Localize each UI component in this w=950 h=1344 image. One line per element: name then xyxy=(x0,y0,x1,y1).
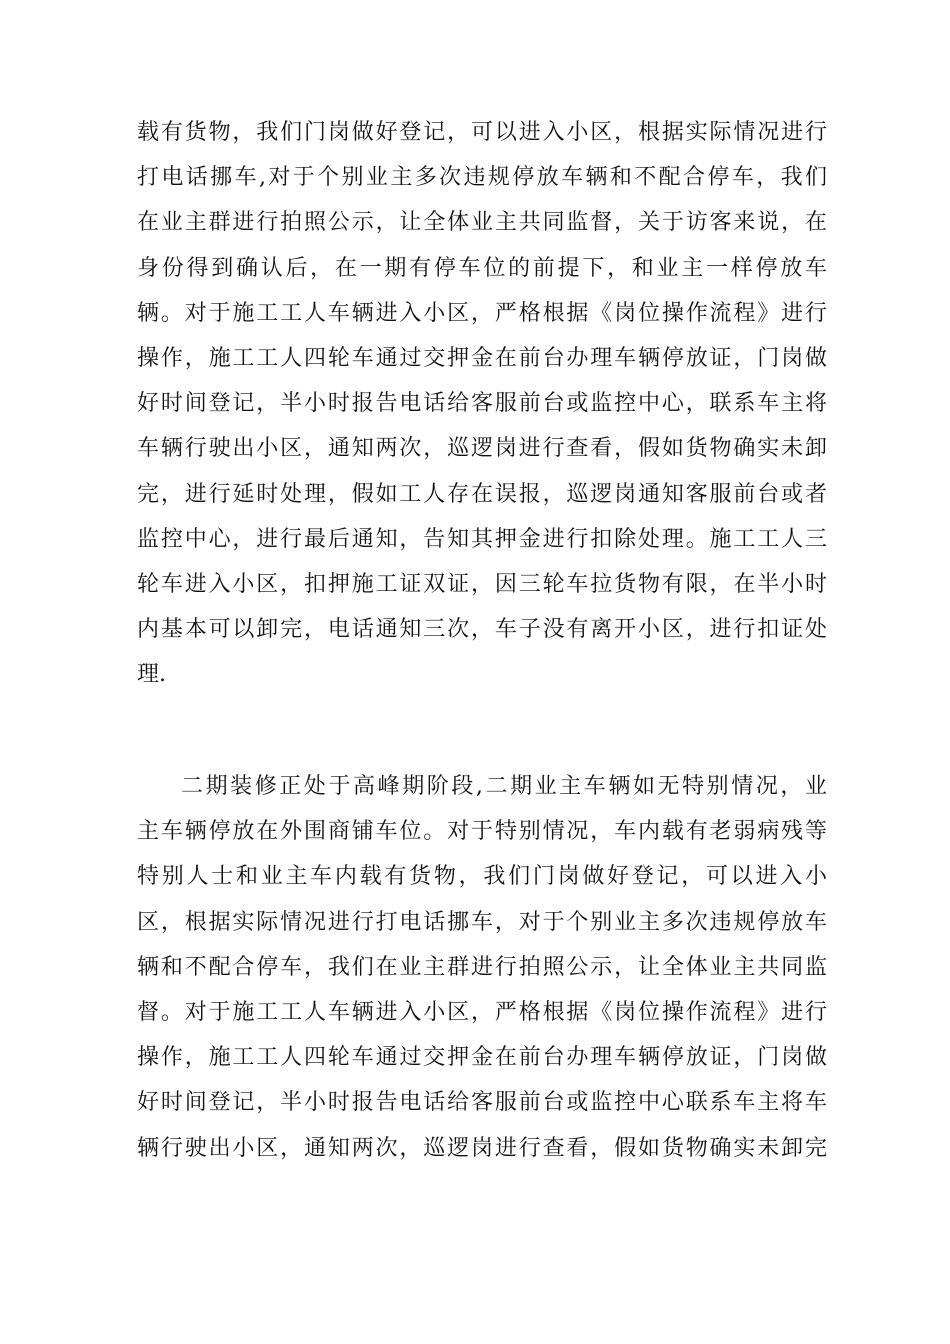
paragraph-line: 在业主群进行拍照公示，让全体业主共同监督，关于访客来说，在 xyxy=(137,210,827,236)
paragraph-line: 身份得到确认后，在一期有停车位的前提下，和业主一样停放车 xyxy=(137,255,827,281)
paragraph-line: 区，根据实际情况进行打电话挪车，对于个别业主多次违规停放车 xyxy=(137,909,827,935)
paragraph-line: 好时间登记，半小时报告电话给客服前台或监控中心，联系车主将 xyxy=(137,391,827,417)
paragraph-line: 辆。对于施工工人车辆进入小区，严格根据《岗位操作流程》进行 xyxy=(137,300,827,326)
paragraph-line: 监控中心，进行最后通知，告知其押金进行扣除处理。施工工人三 xyxy=(137,526,827,552)
paragraph-line: 辆和不配合停车，我们在业主群进行拍照公示，让全体业主共同监 xyxy=(137,954,827,980)
paragraph-line: 内基本可以卸完，电话通知三次，车子没有离开小区，进行扣证处 xyxy=(137,617,827,643)
paragraph-line: 打电话挪车,对于个别业主多次违规停放车辆和不配合停车，我们 xyxy=(137,165,827,191)
paragraph-line: 督。对于施工工人车辆进入小区，严格根据《岗位操作流程》进行 xyxy=(137,999,827,1025)
paragraph-2 xyxy=(137,764,827,1171)
paragraph-line: 完，进行延时处理，假如工人存在误报，巡逻岗通知客服前台或者 xyxy=(137,481,827,507)
paragraph-line: 好时间登记，半小时报告电话给客服前台或监控中心联系车主将车 xyxy=(137,1090,827,1116)
paragraph-line: 操作，施工工人四轮车通过交押金在前台办理车辆停放证，门岗做 xyxy=(137,345,827,371)
paragraph-line: 车辆行驶出小区，通知两次，巡逻岗进行查看，假如货物确实未卸 xyxy=(137,436,827,462)
paragraph-line: 二期装修正处于高峰期阶段,二期业主车辆如无特别情况，业 xyxy=(181,774,827,799)
paragraph-line: 辆行驶出小区，通知两次，巡逻岗进行查看，假如货物确实未卸完 xyxy=(137,1135,827,1161)
paragraph-line: 特别人士和业主车内载有货物，我们门岗做好登记，可以进入小 xyxy=(137,864,827,890)
paragraph-line: 主车辆停放在外围商铺车位。对于特别情况，车内载有老弱病残等 xyxy=(137,819,827,845)
paragraph-line: 理. xyxy=(137,662,166,688)
paragraph-line: 操作，施工工人四轮车通过交押金在前台办理车辆停放证，门岗做 xyxy=(137,1045,827,1071)
paragraph-line: 轮车进入小区，扣押施工证双证，因三轮车拉货物有限，在半小时 xyxy=(137,571,827,597)
paragraph-line: 载有货物，我们门岗做好登记，可以进入小区，根据实际情况进行 xyxy=(137,120,827,145)
paragraph-1 xyxy=(137,110,827,697)
